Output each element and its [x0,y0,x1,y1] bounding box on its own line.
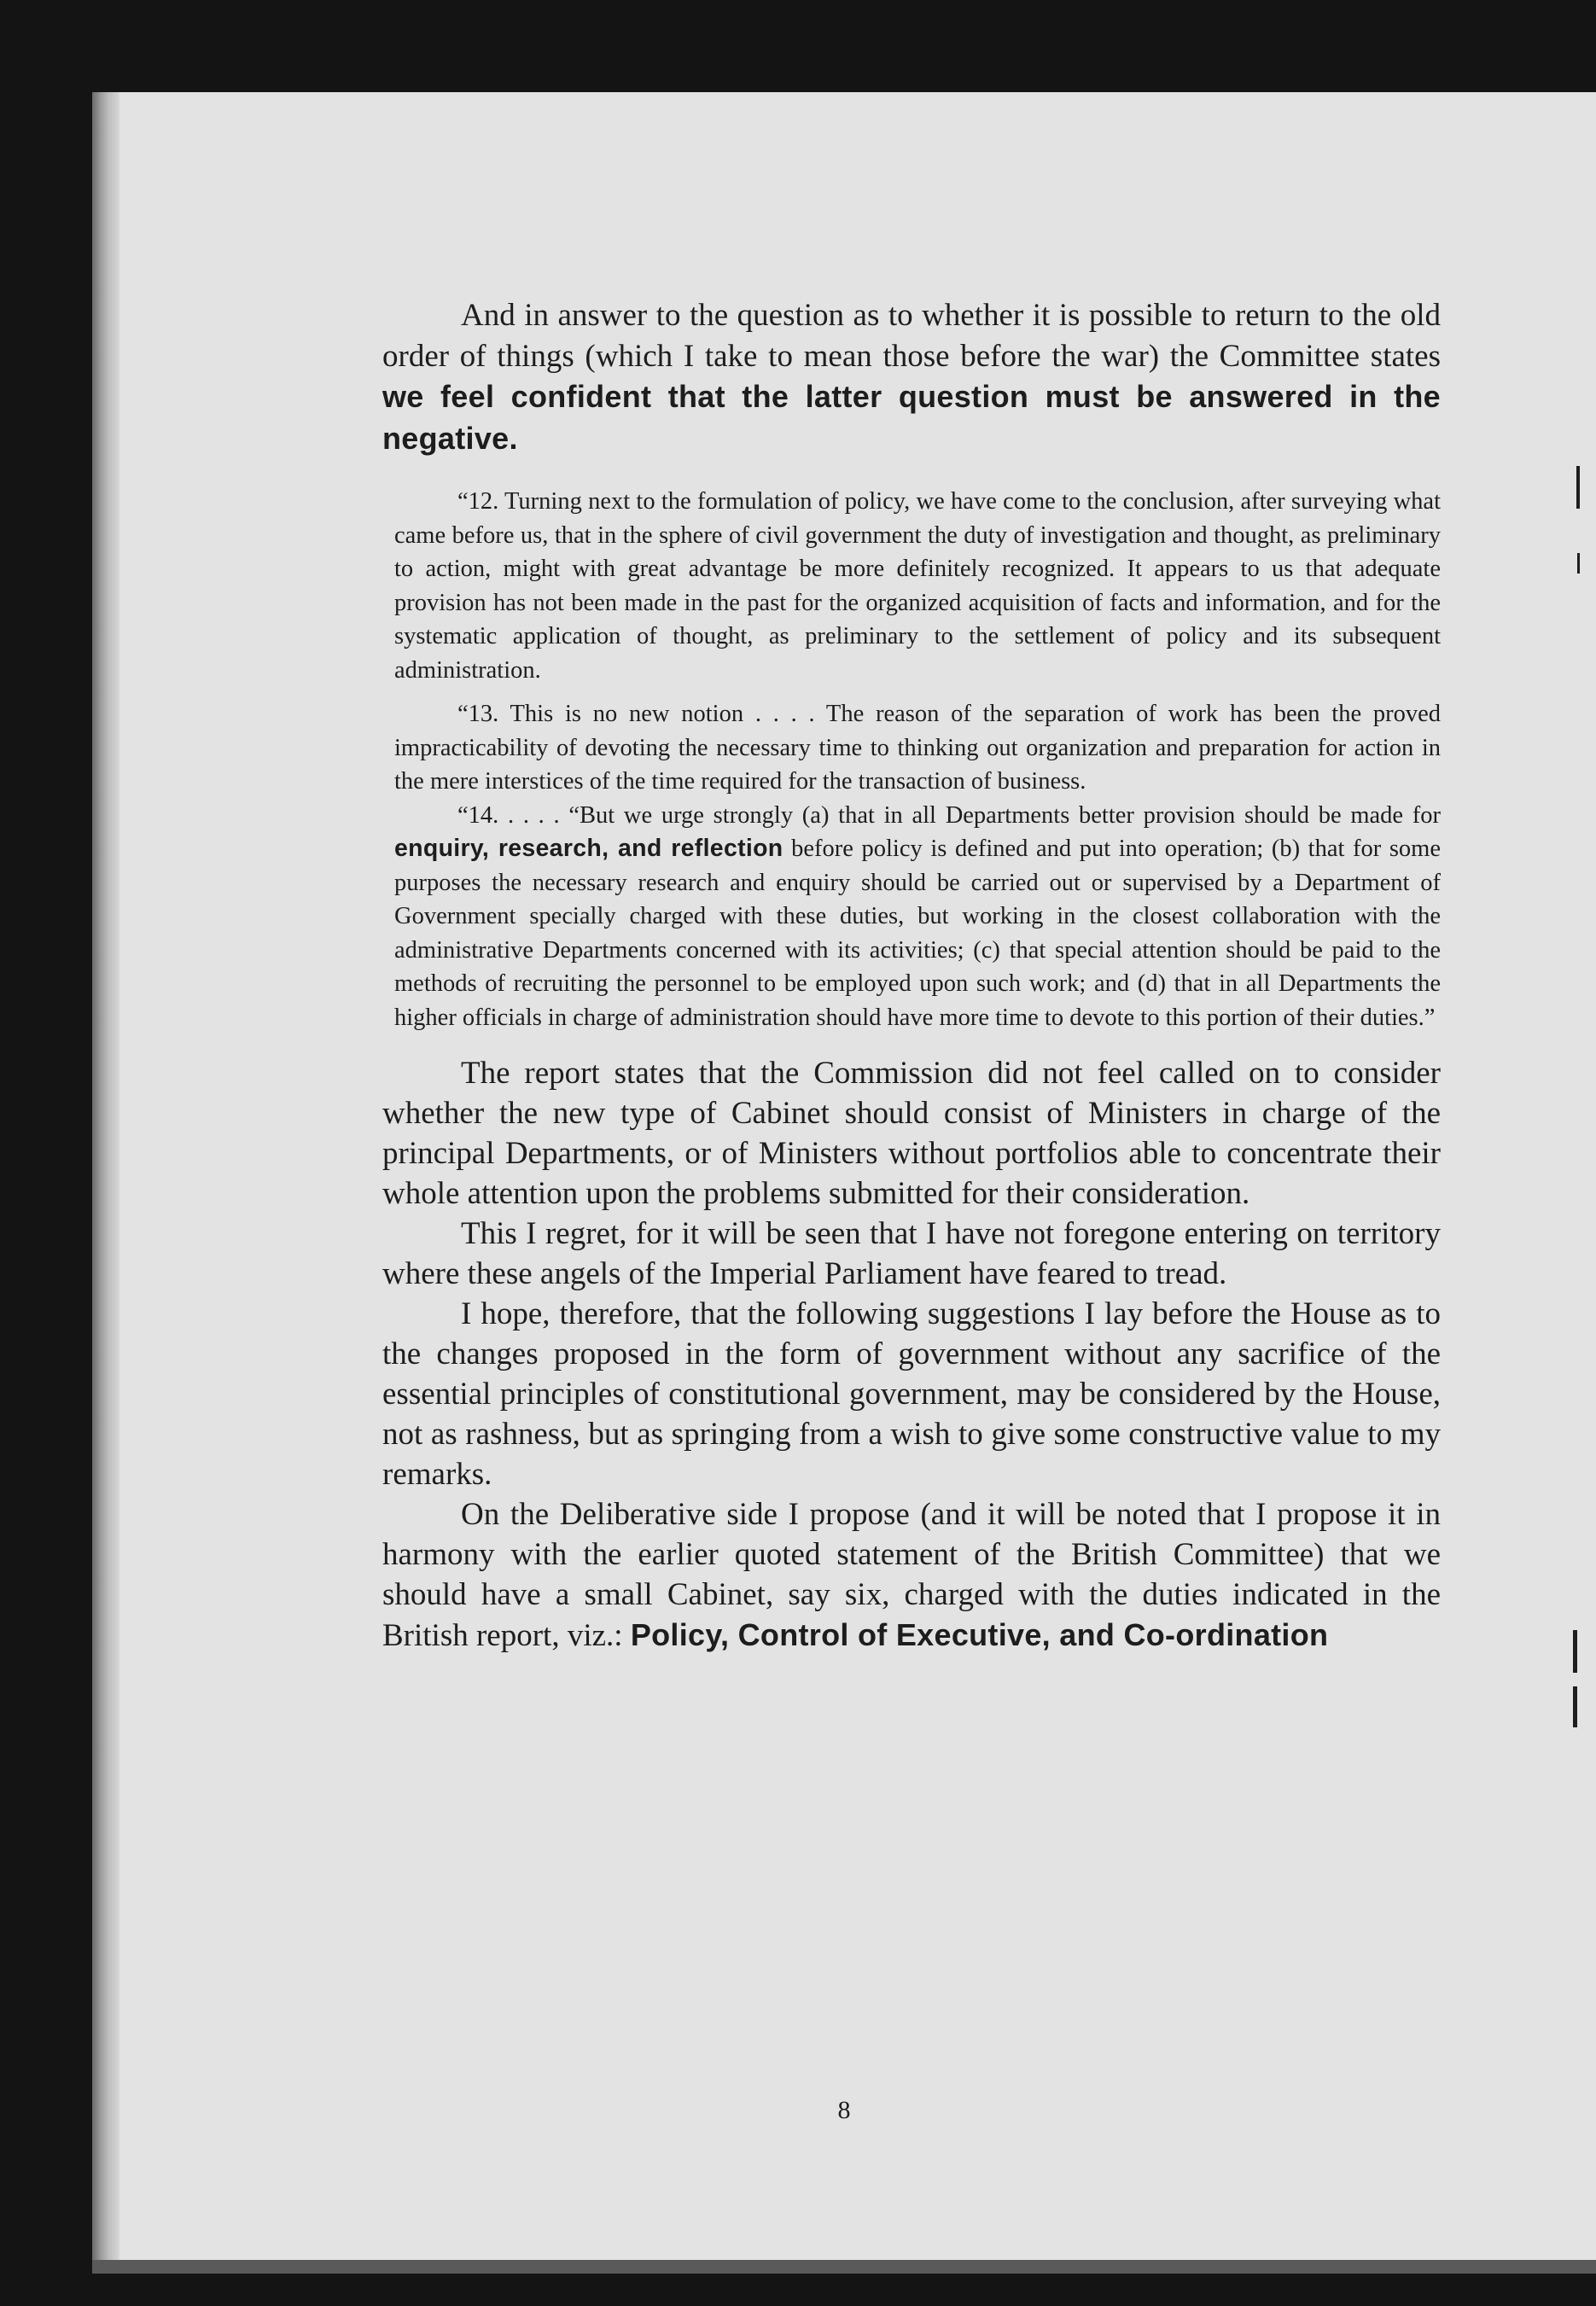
quote-para-14 [394,799,1441,1035]
paragraph-1-text: And in answer to the question as to whether it is possible to return to the old order of things (which I take to mean those before the war) the Committee states [382,298,1441,374]
margin-mark [1577,553,1580,574]
paragraph-5-bold: Policy, Control of Executive, and Co-ordination [630,1617,1329,1652]
quote-para-14-bold: enquiry, research, and reflection [394,835,783,862]
margin-mark [1573,1630,1577,1673]
paragraph-3: This I regret, for it will be seen that I have not foregone entering on territory where these angels of the Imperial Parliament have feared to tread. [382,1216,1441,1291]
page-spine-shadow [92,92,119,2274]
quote-para-14-before: “14. . . . . “But we urge strongly (a) that in all Departments better provision should be made for [457,801,1441,829]
margin-mark [1573,1686,1577,1727]
page-bottom-edge [92,2260,1596,2274]
quote-para-14-after: before policy is defined and put into operation; (b) that for some purposes the necessary research and enquiry should be carried out or supervised by a Department of Government specially charged with these duties, but working in the closest collaboration with the administrative Departments concerned with its activities; (c) that special attention should be paid to the methods of recruiting the personnel to be employed upon such work; and (d) that in all Departments the higher officials in charge of administration should have more time to devote to this portion of their duties.” [394,836,1441,1031]
quote-para-12: “12. Turning next to the formulation of policy, we have come to the conclusion, after surveying what came before us, that in the sphere of civil government the duty of investigation and thought, as preliminary to action, might with great advantage be more definitely recognized. It appears to us that adequate provision has not been made in the past for the organized acquisition of facts and information, and for the systematic application of thought, as preliminary to the settlement of policy and its subsequent administration. [394,488,1441,684]
block-quote [394,485,1441,1034]
paragraph-1-bold: we feel confident that the latter question must be answered in the negative. [382,379,1441,456]
body-paragraphs [382,1053,1441,1656]
page-number: 8 [837,2096,851,2124]
document-page [92,92,1596,2274]
text-block [382,295,1441,1656]
quote-para-13: “13. This is no new notion . . . . The reason of the separation of work has been the proved impracticability of devoting the necessary time to thinking out organization and preparation for action in the mere interstices of the time required for the transaction of business. [394,701,1441,795]
paragraph-4: I hope, therefore, that the following suggestions I lay before the House as to the changes proposed in the form of government without any sacrifice of the essential principles of constitutional government, may be considered by the House, not as rashness, but as springing from a wish to give some constructive value to my remarks. [382,1296,1441,1492]
paragraph-2: The report states that the Commission did not feel called on to consider whether the new type of Cabinet should consist of Ministers in charge of the principal Departments, or of Ministers without portfolios able to concentrate their whole attention upon the problems submitted for their consideration. [382,1056,1441,1211]
opening-paragraph [382,295,1441,459]
paragraph-1 [382,295,1441,459]
paragraph-5 [382,1494,1441,1656]
margin-mark [1576,466,1580,509]
paragraph-5-text: On the Deliberative side I propose (and it will be noted that I propose it in harmony with the earlier quoted statement of the British Committee) that we should have a small Cabinet, say six, charged with the duties indicated in the British report, viz.: [382,1497,1441,1653]
